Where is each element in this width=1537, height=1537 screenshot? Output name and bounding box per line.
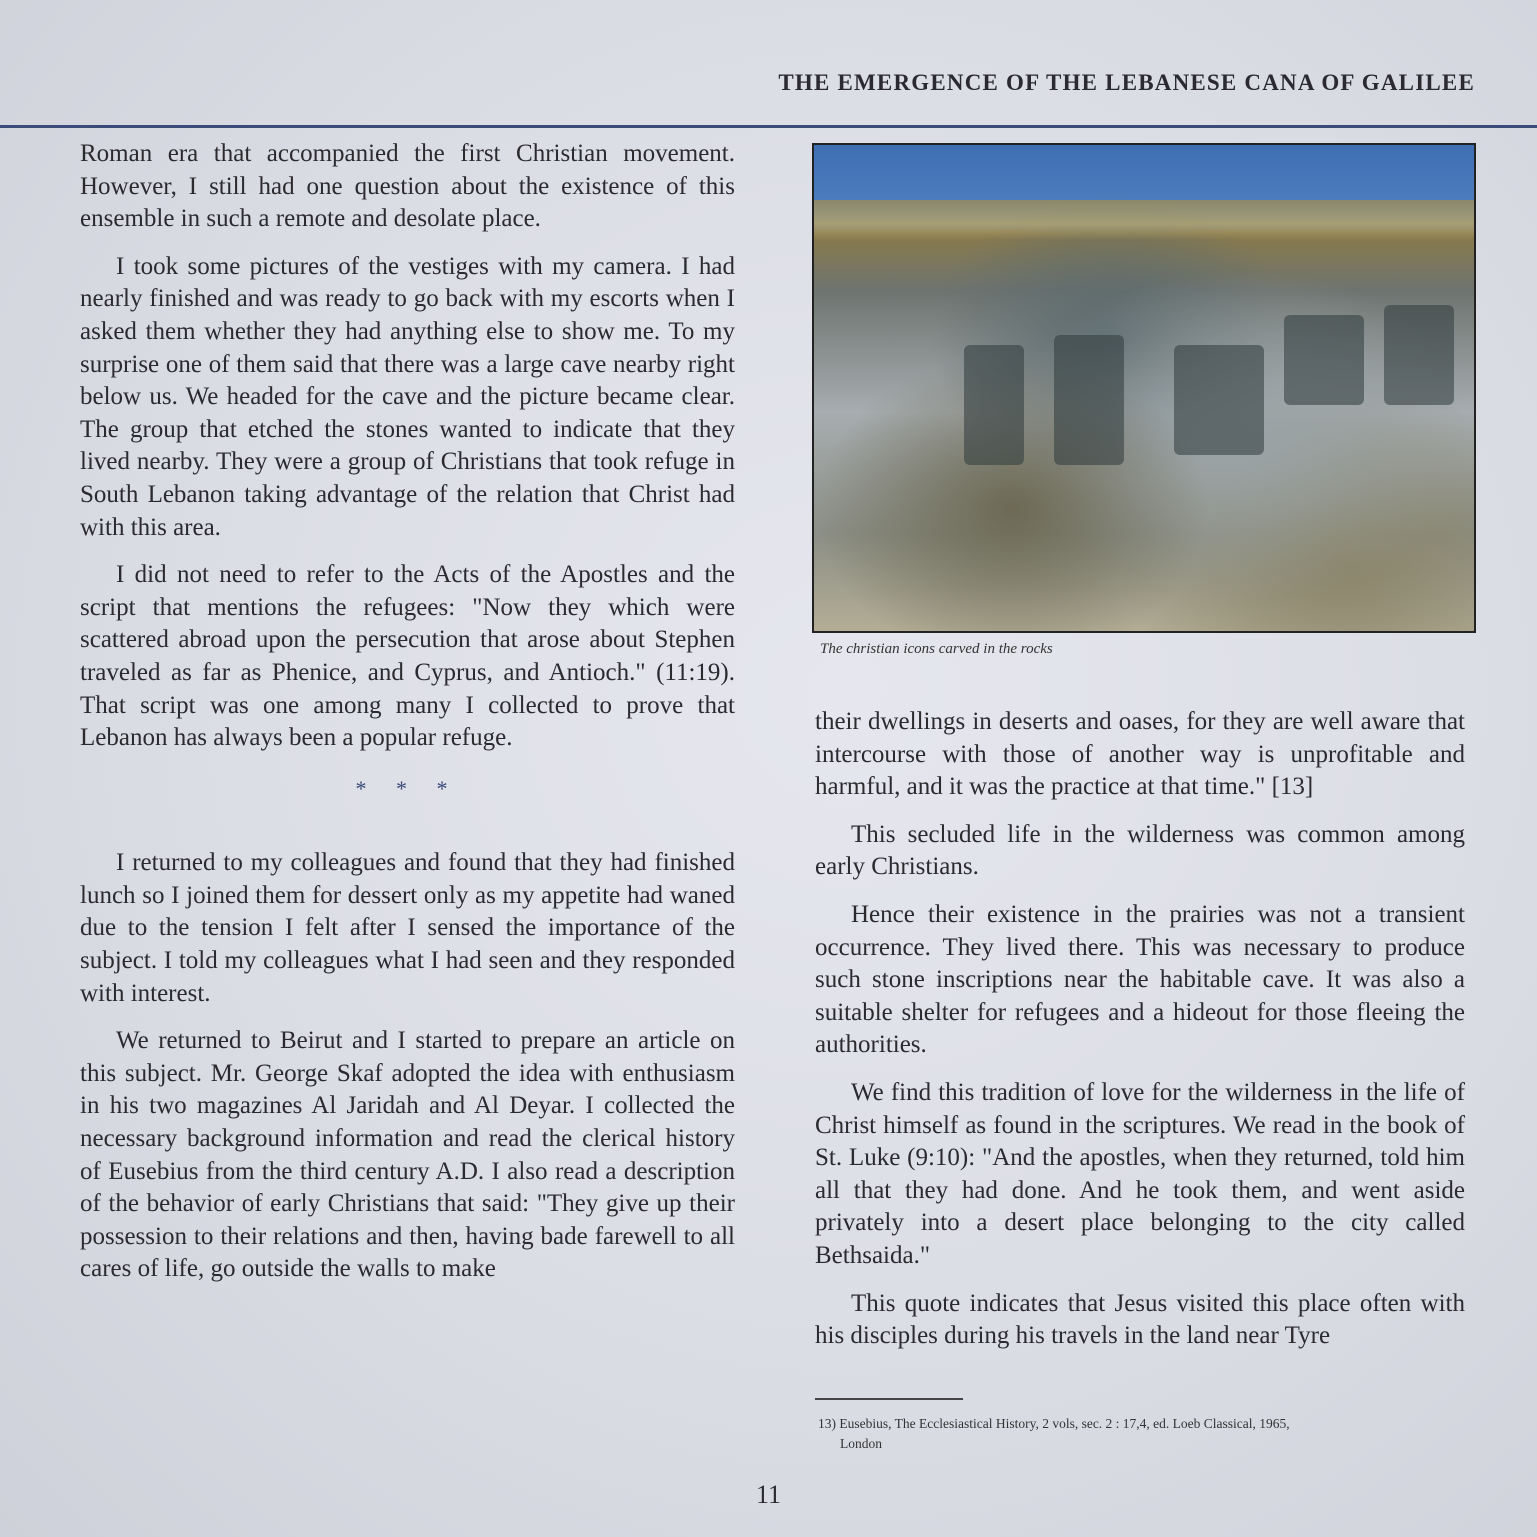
paragraph: We find this tradition of love for the wilderness in the life of Christ himself as found in the scriptures. We read in the book of St. Luke (9:10): "And the apostles, when they returned, told him all that they had done. And he took them, and went aside privately into a desert place belonging to the city called Bethsaida." (815, 1078, 1465, 1269)
paragraph: their dwellings in deserts and oases, for they are well aware that intercourse with those of another way is unprofitable and harmful, and it was the practice at that time." [13] (815, 708, 1465, 801)
footnote (818, 1414, 1458, 1454)
paragraph: I returned to my colleagues and found that they had finished lunch so I joined them for dessert only as my appetite had waned due to the tension I felt after I sensed the importance of the subject. I told my colleagues what I had seen and they responded with interest. (80, 849, 735, 1007)
photo-carving (1384, 305, 1454, 405)
paragraph: This quote indicates that Jesus visited this place often with his disciples during his travels in the land near Tyre (815, 1289, 1465, 1350)
paragraph: Hence their existence in the prairies was not a transient occurrence. They lived there. This was necessary to produce such stone inscriptions near the habitable cave. It was also a suitable shelter for refugees and a hideout for those fleeing the authorities. (815, 900, 1465, 1059)
header-rule (0, 125, 1537, 128)
paragraph: I took some pictures of the vestiges with my camera. I had nearly finished and was ready to go back with my escorts when I asked them whether they had anything else to show me. To my surprise one of them said that there was a large cave nearby right below us. We headed for the cave and the picture became clear. The group that etched the stones wanted to indicate that they lived nearby. They were a group of Christians that took refuge in South Lebanon taking advantage of the relation that Christ had with this area. (80, 252, 735, 541)
paragraph: We returned to Beirut and I started to prepare an article on this subject. Mr. George Skaf adopted the idea with enthusiasm in his two magazines Al Jaridah and Al Deyar. I collected the necessary background information and read the clerical history of Eusebius from the third century A.D. I also read a description of the behavior of early Christians that said: "They give up their possession to their relations and then, having bade farewell to all cares of life, go outside the walls to make (80, 1027, 735, 1283)
right-column (815, 706, 1465, 1368)
running-title: THE EMERGENCE OF THE LEBANESE CANA OF GALILEE (778, 70, 1475, 95)
paragraph: Roman era that accompanied the first Christian movement. However, I still had one question about the existence of this ensemble in such a remote and desolate place. (80, 140, 735, 233)
rock-carvings-photo (812, 143, 1476, 633)
photo-grass-ridge (814, 200, 1474, 240)
left-column (80, 138, 735, 1301)
photo-carving (1174, 345, 1264, 455)
paragraph: I did not need to refer to the Acts of the Apostles and the script that mentions the refugees: "Now they which were scattered abroad upon the persecution that arose about Stephen traveled as far as Phenice, and Cyprus, and Antioch." (11:19). That script was one among many I collected to prove that Lebanon has always been a popular refuge. (80, 561, 735, 752)
footnote-line: London (840, 1436, 882, 1451)
photo-carving (964, 345, 1024, 465)
footnote-rule (815, 1398, 963, 1400)
section-separator: * * * (355, 775, 460, 801)
footnote-line: 13) Eusebius, The Ecclesiastical History, 2 vols, sec. 2 : 17,4, ed. Loeb Classical, 1965, (818, 1416, 1290, 1431)
photo-carving (1054, 335, 1124, 465)
paragraph: This secluded life in the wilderness was common among early Christians. (815, 820, 1465, 881)
page-number: 11 (755, 1480, 782, 1509)
photo-carving (1284, 315, 1364, 405)
figure-caption: The christian icons carved in the rocks (820, 641, 1053, 657)
